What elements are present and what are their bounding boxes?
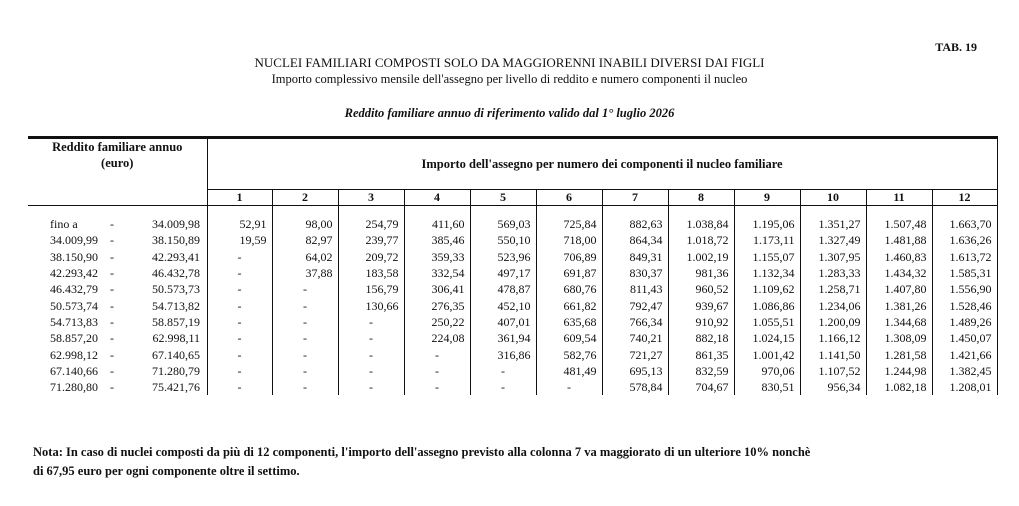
- amount-cell: 1.018,72: [668, 232, 734, 248]
- amount-cell: -: [207, 379, 272, 395]
- table-row: [28, 297, 997, 313]
- column-header-1: 1: [207, 190, 272, 206]
- amount-cell: 1.585,31: [932, 265, 997, 281]
- amount-cell: 956,34: [800, 379, 866, 395]
- amount-cell: 635,68: [536, 314, 602, 330]
- table-row: [28, 281, 997, 297]
- range-separator: -: [110, 363, 114, 378]
- amount-cell: 1.460,83: [866, 249, 932, 265]
- column-header-2: 2: [272, 190, 338, 206]
- amount-cell: 1.086,86: [734, 297, 800, 313]
- amount-cell: 1.283,33: [800, 265, 866, 281]
- amount-cell: 1.507,48: [866, 216, 932, 232]
- amount-cell: 882,18: [668, 330, 734, 346]
- amount-cell: 361,94: [470, 330, 536, 346]
- income-range-cell: [28, 281, 207, 297]
- amount-cell: 1.434,32: [866, 265, 932, 281]
- reference-period-line: Reddito familiare annuo di riferimento valido dal 1° luglio 2026: [344, 106, 675, 120]
- column-header-12: 12: [932, 190, 997, 206]
- income-from: 54.713,83: [50, 314, 98, 329]
- amount-cell: -: [207, 265, 272, 281]
- column-header-3: 3: [338, 190, 404, 206]
- amount-cell: 1.166,12: [800, 330, 866, 346]
- amount-cell: 704,67: [668, 379, 734, 395]
- column-header-8: 8: [668, 190, 734, 206]
- table-row: [28, 216, 997, 232]
- amount-cell: 407,01: [470, 314, 536, 330]
- amount-cell: 1.234,06: [800, 297, 866, 313]
- range-separator: -: [110, 380, 114, 395]
- amount-cell: 830,51: [734, 379, 800, 395]
- amount-cell: 680,76: [536, 281, 602, 297]
- title-block: [0, 55, 1019, 87]
- income-to: 34.009,98: [152, 217, 200, 232]
- amount-cell: 740,21: [602, 330, 668, 346]
- footnote-line2: di 67,95 euro per ogni componente oltre il settimo.: [33, 464, 300, 478]
- amount-cell: -: [404, 363, 470, 379]
- amount-cell: 695,13: [602, 363, 668, 379]
- amount-cell: 1.327,49: [800, 232, 866, 248]
- income-to: 38.150,89: [152, 233, 200, 248]
- income-to: 67.140,65: [152, 347, 200, 362]
- income-range-cell: [28, 330, 207, 346]
- table-row: [28, 363, 997, 379]
- income-range-cell: [28, 249, 207, 265]
- amount-cell: 1.244,98: [866, 363, 932, 379]
- amount-cell: 1.195,06: [734, 216, 800, 232]
- amount-cell: 37,88: [272, 265, 338, 281]
- range-separator: -: [110, 233, 114, 248]
- income-column-header: [28, 138, 207, 206]
- amount-cell: 706,89: [536, 249, 602, 265]
- amount-cell: 981,36: [668, 265, 734, 281]
- amount-cell: -: [470, 363, 536, 379]
- amount-cell: -: [470, 379, 536, 395]
- amount-cell: 478,87: [470, 281, 536, 297]
- amount-cell: -: [338, 363, 404, 379]
- amount-cell: 569,03: [470, 216, 536, 232]
- amount-cell: 332,54: [404, 265, 470, 281]
- amount-cell: 411,60: [404, 216, 470, 232]
- amount-cell: 1.663,70: [932, 216, 997, 232]
- amount-cell: 1.421,66: [932, 346, 997, 362]
- income-header-line1: Reddito familiare annuo: [52, 140, 183, 154]
- amount-cell: 766,34: [602, 314, 668, 330]
- amount-cell: 1.308,09: [866, 330, 932, 346]
- amount-cell: 1.344,68: [866, 314, 932, 330]
- column-header-11: 11: [866, 190, 932, 206]
- amount-cell: 1.281,58: [866, 346, 932, 362]
- amount-cell: -: [272, 314, 338, 330]
- amount-cell: 254,79: [338, 216, 404, 232]
- amount-cell: -: [272, 363, 338, 379]
- amount-cell: 385,46: [404, 232, 470, 248]
- amount-cell: 19,59: [207, 232, 272, 248]
- amount-cell: 661,82: [536, 297, 602, 313]
- table-body: [28, 206, 997, 396]
- amount-cell: 1.481,88: [866, 232, 932, 248]
- amount-cell: 1.381,26: [866, 297, 932, 313]
- amount-cell: 1.082,18: [866, 379, 932, 395]
- amount-cell: 830,37: [602, 265, 668, 281]
- range-separator: -: [110, 298, 114, 313]
- amount-cell: 497,17: [470, 265, 536, 281]
- amount-cell: 792,47: [602, 297, 668, 313]
- column-header-9: 9: [734, 190, 800, 206]
- income-from: fino a: [50, 217, 78, 232]
- amount-cell: 910,92: [668, 314, 734, 330]
- column-header-6: 6: [536, 190, 602, 206]
- income-from: 42.293,42: [50, 266, 98, 281]
- amount-cell: 359,33: [404, 249, 470, 265]
- income-range-cell: [28, 265, 207, 281]
- amount-cell: 960,52: [668, 281, 734, 297]
- amount-cell: 1.132,34: [734, 265, 800, 281]
- column-header-10: 10: [800, 190, 866, 206]
- amount-cell: 1.489,26: [932, 314, 997, 330]
- amount-cell: 250,22: [404, 314, 470, 330]
- amount-cell: 1.141,50: [800, 346, 866, 362]
- income-range-cell: [28, 379, 207, 395]
- table-row: [28, 346, 997, 362]
- amount-cell: -: [207, 363, 272, 379]
- table-row: [28, 330, 997, 346]
- income-to: 54.713,82: [152, 298, 200, 313]
- amount-cell: 452,10: [470, 297, 536, 313]
- amount-cell: 316,86: [470, 346, 536, 362]
- amount-cell: 1.258,71: [800, 281, 866, 297]
- column-header-7: 7: [602, 190, 668, 206]
- range-separator: -: [110, 266, 114, 281]
- amount-cell: 1.200,09: [800, 314, 866, 330]
- amount-cell: 1.307,95: [800, 249, 866, 265]
- footnote-line1: Nota: In caso di nuclei composti da più di 12 componenti, l'importo dell'assegno previsto alla colonna 7 va maggiorato di un ulteriore 10% nonchè: [33, 445, 811, 459]
- amount-cell: 276,35: [404, 297, 470, 313]
- income-range-cell: [28, 363, 207, 379]
- amount-cell: 1.173,11: [734, 232, 800, 248]
- amount-cell: 1.556,90: [932, 281, 997, 297]
- amount-cell: -: [272, 346, 338, 362]
- table-row: [28, 314, 997, 330]
- amount-cell: 1.528,46: [932, 297, 997, 313]
- amount-cell: 1.001,42: [734, 346, 800, 362]
- amount-cell: -: [207, 249, 272, 265]
- income-range-cell: [28, 232, 207, 248]
- footnote: [33, 443, 933, 481]
- income-to: 71.280,79: [152, 363, 200, 378]
- amount-cell: 64,02: [272, 249, 338, 265]
- table-row: [28, 232, 997, 248]
- amount-cell: 1.109,62: [734, 281, 800, 297]
- amount-cell: 209,72: [338, 249, 404, 265]
- spacer-row: [28, 206, 997, 217]
- amount-cell: 1.351,27: [800, 216, 866, 232]
- amount-cell: 52,91: [207, 216, 272, 232]
- amount-cell: 1.208,01: [932, 379, 997, 395]
- table-row: [28, 249, 997, 265]
- amount-cell: 1.107,52: [800, 363, 866, 379]
- amount-cell: 1.613,72: [932, 249, 997, 265]
- amount-cell: 718,00: [536, 232, 602, 248]
- amount-cell: -: [338, 346, 404, 362]
- table-row: [28, 265, 997, 281]
- amount-cell: 1.038,84: [668, 216, 734, 232]
- amount-cell: -: [338, 379, 404, 395]
- amount-cell: 1.382,45: [932, 363, 997, 379]
- amount-cell: 578,84: [602, 379, 668, 395]
- amount-cell: 882,63: [602, 216, 668, 232]
- table-row: [28, 379, 997, 395]
- allowance-table: [28, 136, 998, 395]
- income-header-line2: (euro): [101, 156, 134, 170]
- range-separator: -: [110, 314, 114, 329]
- range-separator: -: [110, 331, 114, 346]
- income-from: 71.280,80: [50, 380, 98, 395]
- amount-cell: -: [404, 379, 470, 395]
- amount-cell: 82,97: [272, 232, 338, 248]
- amount-cell: 523,96: [470, 249, 536, 265]
- amount-cell: 1.055,51: [734, 314, 800, 330]
- amount-cell: -: [338, 330, 404, 346]
- range-separator: -: [110, 249, 114, 264]
- amount-cell: -: [536, 379, 602, 395]
- amount-cell: -: [272, 379, 338, 395]
- column-header-4: 4: [404, 190, 470, 206]
- amount-cell: 183,58: [338, 265, 404, 281]
- amount-cell: -: [207, 330, 272, 346]
- amount-cell: 306,41: [404, 281, 470, 297]
- income-to: 46.432,78: [152, 266, 200, 281]
- income-range-cell: [28, 297, 207, 313]
- income-range-cell: [28, 216, 207, 232]
- income-from: 34.009,99: [50, 233, 98, 248]
- amount-cell: 609,54: [536, 330, 602, 346]
- amount-cell: 811,43: [602, 281, 668, 297]
- amount-cell: 1.024,15: [734, 330, 800, 346]
- amount-cell: 691,87: [536, 265, 602, 281]
- amount-cell: 224,08: [404, 330, 470, 346]
- amount-cell: 1.002,19: [668, 249, 734, 265]
- income-from: 58.857,20: [50, 331, 98, 346]
- amount-cell: -: [207, 346, 272, 362]
- amount-cell: 156,79: [338, 281, 404, 297]
- income-from: 67.140,66: [50, 363, 98, 378]
- amount-cell: 861,35: [668, 346, 734, 362]
- amount-cell: 1.407,80: [866, 281, 932, 297]
- components-group-header: Importo dell'assegno per numero dei componenti il nucleo familiare: [207, 138, 997, 190]
- income-from: 50.573,74: [50, 298, 98, 313]
- amount-cell: 970,06: [734, 363, 800, 379]
- income-range-cell: [28, 346, 207, 362]
- amount-cell: -: [404, 346, 470, 362]
- amount-cell: -: [207, 281, 272, 297]
- amount-cell: 725,84: [536, 216, 602, 232]
- income-from: 46.432,79: [50, 282, 98, 297]
- amount-cell: 1.450,07: [932, 330, 997, 346]
- amount-cell: 582,76: [536, 346, 602, 362]
- range-separator: -: [110, 347, 114, 362]
- range-separator: -: [110, 217, 114, 232]
- income-to: 58.857,19: [152, 314, 200, 329]
- amount-cell: 721,27: [602, 346, 668, 362]
- income-to: 42.293,41: [152, 249, 200, 264]
- amount-cell: 832,59: [668, 363, 734, 379]
- income-from: 38.150,90: [50, 249, 98, 264]
- amount-cell: 550,10: [470, 232, 536, 248]
- amount-cell: 130,66: [338, 297, 404, 313]
- amount-cell: -: [272, 297, 338, 313]
- amount-cell: -: [207, 297, 272, 313]
- amount-cell: 98,00: [272, 216, 338, 232]
- income-to: 50.573,73: [152, 282, 200, 297]
- column-header-5: 5: [470, 190, 536, 206]
- amount-cell: 939,67: [668, 297, 734, 313]
- amount-cell: 481,49: [536, 363, 602, 379]
- range-separator: -: [110, 282, 114, 297]
- amount-cell: 239,77: [338, 232, 404, 248]
- income-range-cell: [28, 314, 207, 330]
- amount-cell: 849,31: [602, 249, 668, 265]
- amount-cell: -: [207, 314, 272, 330]
- income-from: 62.998,12: [50, 347, 98, 362]
- amount-cell: 1.636,26: [932, 232, 997, 248]
- amount-cell: -: [338, 314, 404, 330]
- amount-cell: 1.155,07: [734, 249, 800, 265]
- table-number-label: TAB. 19: [935, 40, 977, 54]
- amount-cell: -: [272, 330, 338, 346]
- income-to: 75.421,76: [152, 380, 200, 395]
- amount-cell: -: [272, 281, 338, 297]
- document-title: NUCLEI FAMILIARI COMPOSTI SOLO DA MAGGIORENNI INABILI DIVERSI DAI FIGLI: [254, 55, 765, 70]
- amount-cell: 864,34: [602, 232, 668, 248]
- document-subtitle: Importo complessivo mensile dell'assegno per livello di reddito e numero componenti il nucleo: [271, 72, 748, 86]
- income-to: 62.998,11: [152, 331, 200, 346]
